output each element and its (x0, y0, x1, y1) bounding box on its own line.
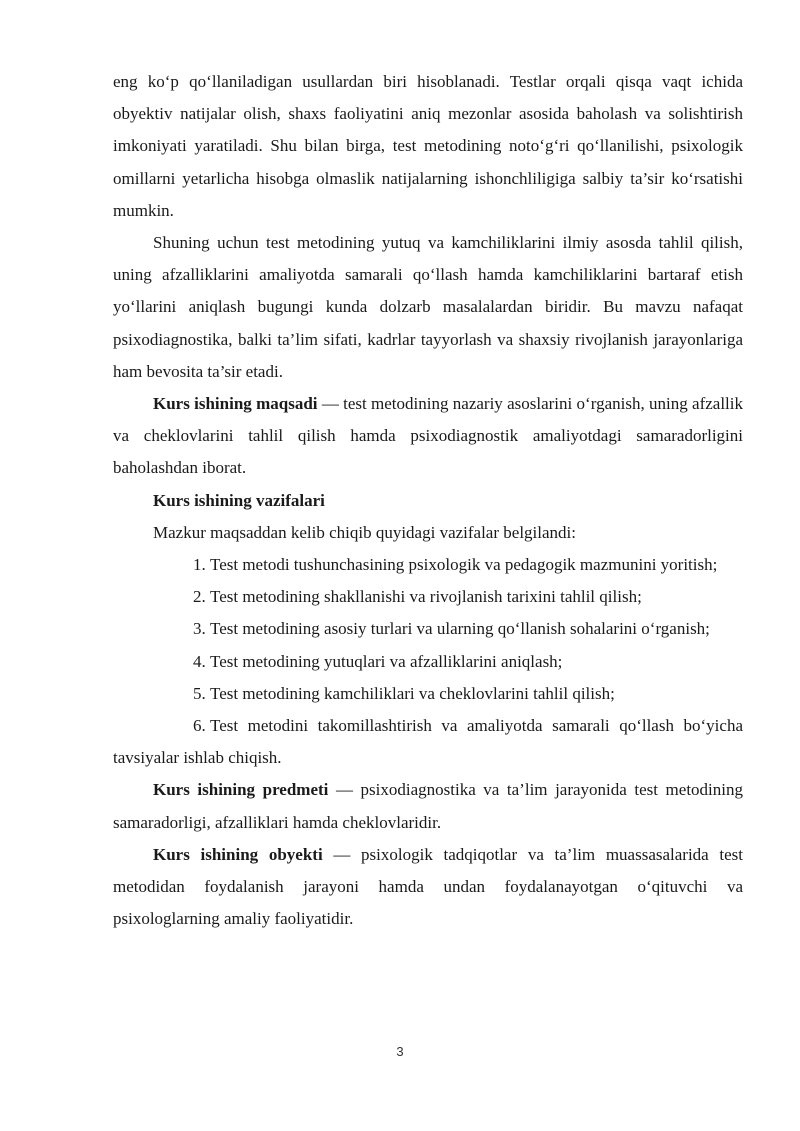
goal-label: Kurs ishining maqsadi (153, 394, 318, 414)
task-text: Test metodi tushunchasining psixologik va pedagogik mazmunini yoritish; (210, 555, 718, 575)
task-text: Test metodini takomillashtirish va amaliyotda samarali qo‘llash bo‘yicha tavsiyalar ishlab chiqish. (113, 716, 743, 768)
paragraph-relevance: Shuning uchun test metodining yutuq va kamchiliklarini ilmiy asosda tahlil qilish, uning afzalliklarini amaliyotda samarali qo‘llash hamda kamchiliklarini bartaraf etish yo‘llarini aniqlash bugungi kunda dolzarb masalalardan biridir. Bu mavzu nafaqat psixodiagnostika, balki ta’lim sifati, kadrlar tayyorlash va shaxsiy rivojlanish jarayonlariga ham bevosita ta’sir etadi. (113, 233, 743, 381)
object-text: — psixologik tadqiqotlar va ta’lim muassasalarida test metodidan foydalanish jarayoni hamda undan foydalanayotgan o‘qituvchi va psixologlarning amaliy faoliyatidir. (113, 844, 744, 929)
task-text: Test metodining yutuqlari va afzalliklarini aniqlash; (210, 651, 563, 671)
task-number: 4. (193, 651, 206, 671)
task-number: 1. (193, 555, 206, 575)
goal-text: — test metodining nazariy asoslarini o‘rganish, uning afzallik va cheklovlarini tahlil qilish hamda psixodiagnostik amaliyotdagi samaradorligini baholashdan iborat. (113, 394, 743, 478)
task-item-5 (113, 678, 743, 710)
paragraph-subject (113, 774, 743, 838)
task-item-6 (113, 710, 743, 774)
task-item-3 (113, 613, 743, 645)
page-number: 3 (396, 1044, 404, 1059)
subject-label: Kurs ishining predmeti (153, 780, 329, 800)
document-page (113, 66, 743, 935)
task-item-1 (113, 549, 743, 581)
tasks-intro: Mazkur maqsaddan kelib chiqib quyidagi vazifalar belgilandi: (153, 522, 576, 542)
task-number: 5. (193, 683, 206, 703)
task-number: 6. (193, 716, 206, 736)
tasks-heading: Kurs ishining vazifalari (153, 490, 325, 510)
task-text: Test metodining asosiy turlari va ularning qo‘llanish sohalarini o‘rganish; (210, 619, 710, 639)
task-item-4 (113, 646, 743, 678)
task-number: 2. (193, 587, 206, 607)
task-item-2 (113, 581, 743, 613)
subject-text: — psixodiagnostika va ta’lim jarayonida test metodining samaradorligi, afzalliklari hamda cheklovlaridir. (113, 780, 743, 832)
paragraph-object (113, 839, 743, 936)
paragraph-intro-continued: eng ko‘p qo‘llaniladigan usullardan biri hisoblanadi. Testlar orqali qisqa vaqt ichida obyektiv natijalar olish, shaxs faoliyatini aniq mezonlar asosida baholash va solishtirish imkoniyati yaratiladi. Shu bilan birga, test metodining noto‘g‘ri qo‘llanilishi, psixologik omillarni yetarlicha hisobga olmaslik natijalarning ishonchliligiga salbiy ta’sir ko‘rsatishi mumkin. (113, 72, 743, 220)
object-label: Kurs ishining obyekti (153, 844, 323, 864)
paragraph-goal (113, 388, 743, 485)
task-text: Test metodining shakllanishi va rivojlanish tarixini tahlil qilish; (210, 587, 642, 607)
task-text: Test metodining kamchiliklari va cheklovlarini tahlil qilish; (210, 683, 615, 703)
task-number: 3. (193, 619, 206, 639)
